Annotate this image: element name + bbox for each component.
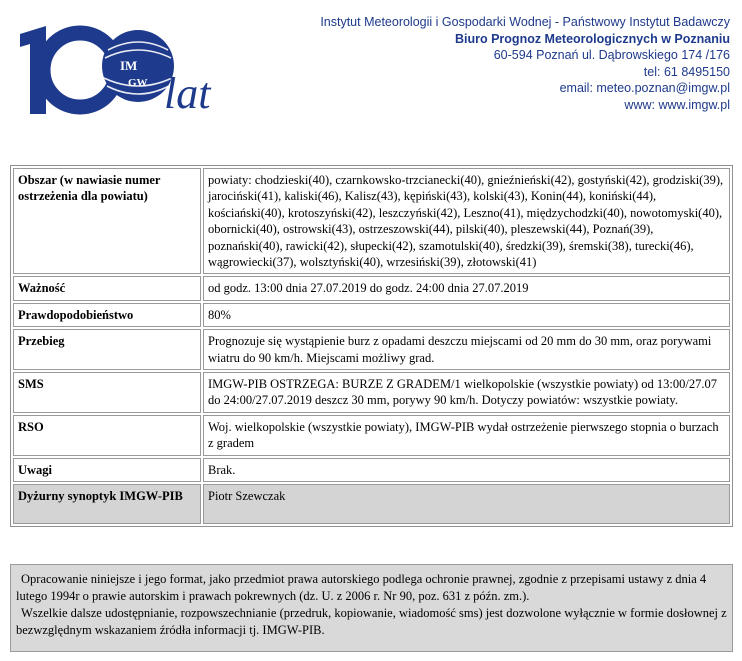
row-value-area: powiaty: chodzieski(40), czarnkowsko-trzcianecki(40), gnieźnieński(42), gostyński(42), grodziski(39), jarociński(41), kaliski(46), Kalisz(43), kępiński(43), kolski(43), Konin(44), koniński(44), kościański(40), krotoszyński(42), leszczyński(42), Leszno(41), międzychodzki(40), nowotomyski(40), obornicki(40), ostrowski(43), ostrzeszowski(44), pilski(40), pleszewski(44), Poznań(39), poznański(40), rawicki(42), słupecki(42), szamotulski(40), średzki(39), śremski(38), turecki(46), wągrowiecki(37), wolsztyński(40), wrzesiński(39), złotowski(41) — [203, 168, 730, 274]
row-label-area: Obszar (w nawiasie numer ostrzeżenia dla powiatu) — [13, 168, 201, 274]
table-row — [13, 372, 730, 413]
row-label-course: Przebieg — [13, 329, 201, 370]
copyright-text: Opracowanie niniejsze i jego format, jako przedmiot prawa autorskiego podlega ochronie prawnej, zgodnie z przepisami ustawy z dnia 4 lutego 1994r o prawie autorskim i prawach pokrewnych (dz. U. z 2006 r. Nr 90, poz. 631 z późn. zm.). — [16, 572, 707, 603]
row-label-probability: Prawdopodobieństwo — [13, 303, 201, 327]
email: email: meteo.poznan@imgw.pl — [559, 81, 730, 96]
warning-table — [10, 165, 733, 527]
row-label-forecaster: Dyżurny synoptyk IMGW-PIB — [13, 484, 201, 524]
table-row — [13, 303, 730, 327]
sharing-text: Wszelkie dalsze udostępnianie, rozpowszechnianie (przedruk, kopiowanie, wiadomość sms) jest dozwolone wyłącznie w formie dosłownej z bezwzględnym wskazaniem źródła informacji tj. IMGW-PIB. — [16, 606, 727, 637]
phone: tel: 61 8495150 — [643, 64, 730, 79]
table-row — [13, 168, 730, 274]
address: 60-594 Poznań ul. Dąbrowskiego 174 /176 — [493, 48, 730, 63]
row-value-course: Prognozuje się wystąpienie burz z opadami deszczu miejscami od 20 mm do 30 mm, oraz porywami wiatru do 90 km/h. Miejscami możliwy grad. — [203, 329, 730, 370]
table-row — [13, 276, 730, 300]
table-row — [13, 329, 730, 370]
table-row — [13, 484, 730, 524]
row-label-validity: Ważność — [13, 276, 201, 300]
row-label-remarks: Uwagi — [13, 458, 201, 482]
logo-emblem-bottom: GW — [128, 77, 148, 89]
row-value-validity: od godz. 13:00 dnia 27.07.2019 do godz. 24:00 dnia 27.07.2019 — [203, 276, 730, 300]
website: www: www.imgw.pl — [624, 97, 730, 112]
copyright-note — [10, 564, 733, 652]
row-value-rso: Woj. wielkopolskie (wszystkie powiaty), IMGW-PIB wydał ostrzeżenie pierwszego stopnia o burzach z gradem — [203, 415, 730, 456]
row-label-rso: RSO — [13, 415, 201, 456]
row-value-sms: IMGW-PIB OSTRZEGA: BURZE Z GRADEM/1 wielkopolskie (wszystkie powiaty) od 13:00/27.07 do 24:00/27.07.2019 deszcz 30 mm, porywy 90 km/h. Dotyczy powiatów: wszystkie powiaty. — [203, 372, 730, 413]
logo-emblem-top: IM — [120, 58, 138, 73]
imgw-100-lat-logo — [16, 20, 226, 120]
logo-suffix-lat: lat — [164, 69, 211, 118]
office-name: Biuro Prognoz Meteorologicznych w Poznaniu — [454, 31, 730, 46]
row-label-sms: SMS — [13, 372, 201, 413]
row-value-forecaster: Piotr Szewczak — [203, 484, 730, 524]
row-value-remarks: Brak. — [203, 458, 730, 482]
institute-name: Instytut Meteorologii i Gospodarki Wodnej - Państwowy Instytut Badawczy — [320, 15, 730, 29]
table-row — [13, 415, 730, 456]
row-value-probability: 80% — [203, 303, 730, 327]
table-row — [13, 458, 730, 482]
header-contact — [320, 14, 730, 114]
